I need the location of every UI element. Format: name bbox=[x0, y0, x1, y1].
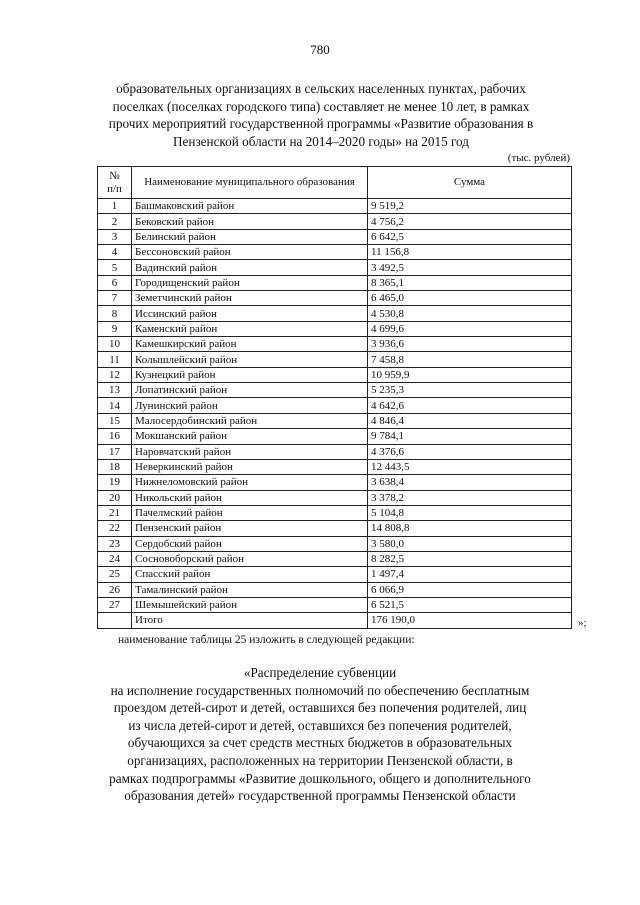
row-number: 27 bbox=[98, 597, 132, 612]
amount: 6 465,0 bbox=[368, 291, 572, 306]
row-number: 22 bbox=[98, 521, 132, 536]
amount: 5 104,8 bbox=[368, 505, 572, 520]
heading-line: организациях, расположенных на территории Пензенской области, в bbox=[127, 752, 513, 768]
table-row bbox=[98, 214, 572, 229]
municipality-name: Бековский район bbox=[132, 214, 368, 229]
row-number: 26 bbox=[98, 582, 132, 597]
municipality-name: Земетчинский район bbox=[132, 291, 368, 306]
municipality-name: Каменский район bbox=[132, 321, 368, 336]
intro-line: поселках (поселках городского типа) составляет не менее 10 лет, в рамках bbox=[112, 98, 530, 114]
heading-line: рамках подпрограммы «Развитие дошкольного, общего и дополнительного bbox=[109, 770, 531, 786]
municipality-name: Малосердобинский район bbox=[132, 413, 368, 428]
heading-line: обучающихся за счет средств местных бюджетов в образовательных bbox=[127, 735, 513, 751]
intro-line: образовательных организациях в сельских населенных пунктах, рабочих bbox=[116, 81, 526, 96]
table-row bbox=[98, 582, 572, 597]
amount: 14 808,8 bbox=[368, 521, 572, 536]
municipality-name: Башмаковский район bbox=[132, 199, 368, 214]
amount: 4 846,4 bbox=[368, 413, 572, 428]
header-sum: Сумма bbox=[368, 167, 572, 199]
amount: 3 580,0 bbox=[368, 536, 572, 551]
table-row bbox=[98, 337, 572, 352]
table-row bbox=[98, 551, 572, 566]
table-row bbox=[98, 505, 572, 520]
close-quote-mark: »; bbox=[578, 617, 587, 629]
municipality-name: Неверкинский район bbox=[132, 459, 368, 474]
row-number: 18 bbox=[98, 459, 132, 474]
table-row bbox=[98, 521, 572, 536]
municipality-name: Лопатинский район bbox=[132, 383, 368, 398]
row-number: 7 bbox=[98, 291, 132, 306]
table-row bbox=[98, 459, 572, 474]
page-number: 780 bbox=[310, 42, 330, 57]
total-sum: 176 190,0 bbox=[368, 613, 572, 628]
municipality-name: Пачелмский район bbox=[132, 505, 368, 520]
amount: 1 497,4 bbox=[368, 567, 572, 582]
table-heading bbox=[70, 664, 570, 805]
municipality-name: Городищенский район bbox=[132, 275, 368, 290]
amount: 4 530,8 bbox=[368, 306, 572, 321]
amount: 5 235,3 bbox=[368, 383, 572, 398]
intro-line: Пензенской области на 2014–2020 годы» на 2015 год bbox=[173, 133, 469, 149]
table-row bbox=[98, 429, 572, 444]
amount: 8 365,1 bbox=[368, 275, 572, 290]
row-number: 24 bbox=[98, 551, 132, 566]
row-number: 10 bbox=[98, 337, 132, 352]
municipality-name: Лунинский район bbox=[132, 398, 368, 413]
amount: 3 492,5 bbox=[368, 260, 572, 275]
amount: 12 443,5 bbox=[368, 459, 572, 474]
amount: 6 642,5 bbox=[368, 229, 572, 244]
row-number: 8 bbox=[98, 306, 132, 321]
amount: 9 519,2 bbox=[368, 199, 572, 214]
municipality-name: Шемышейский район bbox=[132, 597, 368, 612]
table-row bbox=[98, 306, 572, 321]
table-body bbox=[98, 199, 572, 613]
table-row bbox=[98, 383, 572, 398]
municipality-name: Иссинский район bbox=[132, 306, 368, 321]
amount: 4 756,2 bbox=[368, 214, 572, 229]
table-row bbox=[98, 536, 572, 551]
row-number: 1 bbox=[98, 199, 132, 214]
municipality-name: Сердобский район bbox=[132, 536, 368, 551]
row-number: 9 bbox=[98, 321, 132, 336]
row-number: 14 bbox=[98, 398, 132, 413]
municipality-name: Тамалинский район bbox=[132, 582, 368, 597]
row-number: 21 bbox=[98, 505, 132, 520]
table-header-row bbox=[98, 167, 572, 199]
amount: 6 521,5 bbox=[368, 597, 572, 612]
municipality-name: Наровчатский район bbox=[132, 444, 368, 459]
amount: 3 378,2 bbox=[368, 490, 572, 505]
table-row bbox=[98, 367, 572, 382]
heading-line: на исполнение государственных полномочий по обеспечению бесплатным bbox=[110, 682, 530, 698]
heading-line: образования детей» государственной программы Пензенской области bbox=[124, 788, 516, 804]
total-label: Итого bbox=[132, 613, 368, 628]
municipality-name: Вадинский район bbox=[132, 260, 368, 275]
amount: 8 282,5 bbox=[368, 551, 572, 566]
row-number: 2 bbox=[98, 214, 132, 229]
row-number: 19 bbox=[98, 475, 132, 490]
municipality-name: Колышлейский район bbox=[132, 352, 368, 367]
amount: 4 699,6 bbox=[368, 321, 572, 336]
row-number: 16 bbox=[98, 429, 132, 444]
municipality-name: Кузнецкий район bbox=[132, 367, 368, 382]
table-row bbox=[98, 229, 572, 244]
row-number: 3 bbox=[98, 229, 132, 244]
table-row bbox=[98, 567, 572, 582]
row-number: 11 bbox=[98, 352, 132, 367]
header-num: № п/п bbox=[98, 167, 132, 199]
heading-line: из числа детей-сирот и детей, оставшихся без попечения родителей, bbox=[128, 717, 512, 733]
amount: 4 376,6 bbox=[368, 444, 572, 459]
row-number: 6 bbox=[98, 275, 132, 290]
table-row bbox=[98, 352, 572, 367]
row-number: 4 bbox=[98, 245, 132, 260]
municipality-name: Спасский район bbox=[132, 567, 368, 582]
row-number: 23 bbox=[98, 536, 132, 551]
table-row bbox=[98, 475, 572, 490]
row-number: 13 bbox=[98, 383, 132, 398]
table-row bbox=[98, 291, 572, 306]
municipality-name: Никольский район bbox=[132, 490, 368, 505]
amount: 3 638,4 bbox=[368, 475, 572, 490]
row-number: 25 bbox=[98, 567, 132, 582]
table-row bbox=[98, 245, 572, 260]
total-num-cell bbox=[98, 613, 132, 628]
amount: 4 642,6 bbox=[368, 398, 572, 413]
table-row bbox=[98, 444, 572, 459]
table-row bbox=[98, 413, 572, 428]
header-name: Наименование муниципального образования bbox=[132, 167, 368, 199]
amount: 9 784,1 bbox=[368, 429, 572, 444]
row-number: 20 bbox=[98, 490, 132, 505]
amount: 3 936,6 bbox=[368, 337, 572, 352]
municipality-name: Камешкирский район bbox=[132, 337, 368, 352]
row-number: 15 bbox=[98, 413, 132, 428]
amount: 10 959,9 bbox=[368, 367, 572, 382]
table-row bbox=[98, 398, 572, 413]
heading-line: проездом детей-сирот и детей, оставшихся без попечения родителей, лиц bbox=[113, 700, 527, 716]
municipality-name: Мокшанский район bbox=[132, 429, 368, 444]
amount: 7 458,8 bbox=[368, 352, 572, 367]
row-number: 5 bbox=[98, 260, 132, 275]
distribution-table bbox=[97, 166, 572, 629]
row-number: 17 bbox=[98, 444, 132, 459]
amendment-note: наименование таблицы 25 изложить в следующей редакции: bbox=[118, 634, 415, 646]
total-row bbox=[98, 613, 572, 628]
heading-line: «Распределение субвенции bbox=[243, 665, 397, 680]
table-row bbox=[98, 597, 572, 612]
table-row bbox=[98, 275, 572, 290]
municipality-name: Сосновоборский район bbox=[132, 551, 368, 566]
table-row bbox=[98, 490, 572, 505]
intro-paragraph bbox=[78, 80, 564, 150]
municipality-name: Белинский район bbox=[132, 229, 368, 244]
row-number: 12 bbox=[98, 367, 132, 382]
table-row bbox=[98, 260, 572, 275]
amount: 11 156,8 bbox=[368, 245, 572, 260]
amount: 6 066,9 bbox=[368, 582, 572, 597]
municipality-name: Пензенский район bbox=[132, 521, 368, 536]
municipality-name: Нижнеломовский район bbox=[132, 475, 368, 490]
table-row bbox=[98, 321, 572, 336]
intro-line: прочих мероприятий государственной программы «Развитие образования в bbox=[108, 116, 534, 131]
municipality-name: Бессоновский район bbox=[132, 245, 368, 260]
units-label: (тыс. рублей) bbox=[507, 152, 570, 164]
table-row bbox=[98, 199, 572, 214]
